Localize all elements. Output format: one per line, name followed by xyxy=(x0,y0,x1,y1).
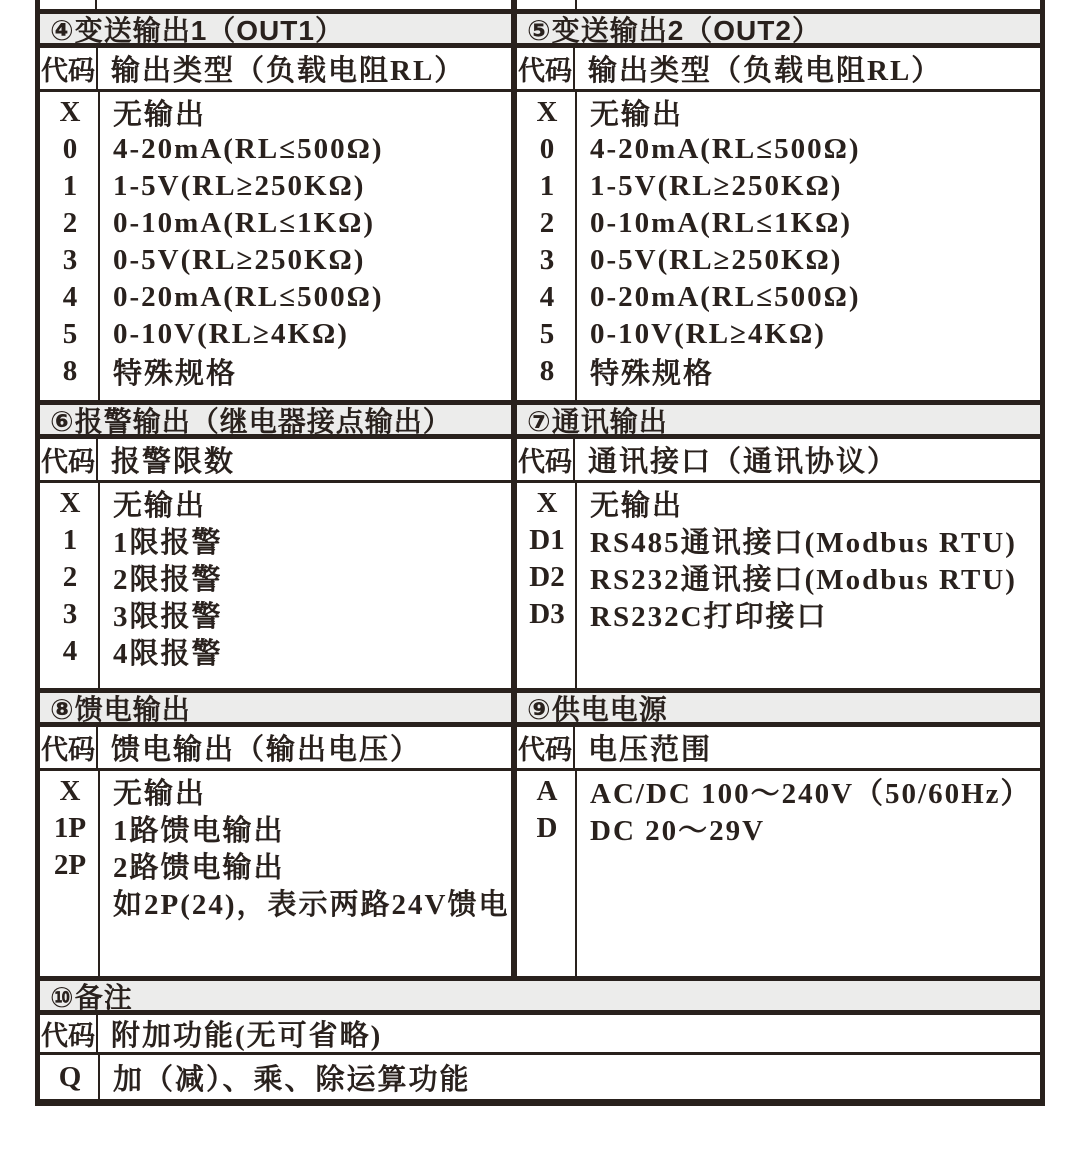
row-code: D1 xyxy=(529,524,565,556)
table-row xyxy=(40,131,511,168)
row-desc: 特殊规格 xyxy=(113,358,238,390)
table-row xyxy=(40,316,511,353)
row-code: 2P xyxy=(53,849,87,881)
row-desc: 无输出 xyxy=(590,490,684,522)
column-header-row xyxy=(40,439,511,483)
row-code: 3 xyxy=(539,244,555,276)
row-desc: 4-20mA(RL≤500Ω) xyxy=(590,133,861,165)
section-title: ⑥报警输出（继电器接点输出） xyxy=(40,405,511,439)
row-code: 2 xyxy=(62,207,78,239)
section-title: ④变送输出1（OUT1） xyxy=(40,14,511,48)
table-row xyxy=(517,279,1040,316)
rows-area xyxy=(517,483,1040,688)
table-row xyxy=(40,633,511,670)
row-desc: 0-10mA(RL≤1KΩ) xyxy=(113,207,376,239)
row-desc: 1-5V(RL≥250KΩ) xyxy=(113,170,366,202)
divider xyxy=(35,0,40,9)
column-header-row xyxy=(517,48,1040,92)
rows-area xyxy=(40,1055,1040,1099)
section-alarm-output xyxy=(40,400,511,688)
row-desc: 0-10V(RL≥4KΩ) xyxy=(590,318,826,350)
row-code: X xyxy=(59,96,81,128)
table-row xyxy=(40,353,511,390)
section-title: ⑨供电电源 xyxy=(517,693,1040,727)
table-row xyxy=(40,847,511,884)
desc-header-cell: 输出类型（负载电阻RL） xyxy=(111,55,466,87)
column-header-row xyxy=(40,1015,1040,1055)
code-header-cell: 代码 xyxy=(517,48,575,89)
row-desc: 特殊规格 xyxy=(590,358,715,390)
table-row xyxy=(40,94,511,131)
row-code: 1 xyxy=(62,524,78,556)
rows-area xyxy=(40,771,511,976)
table-row xyxy=(517,94,1040,131)
table-row xyxy=(40,522,511,559)
section-out1 xyxy=(40,14,511,400)
code-header-cell: 代码 xyxy=(517,439,575,480)
table-row xyxy=(517,559,1040,596)
row-desc: 无输出 xyxy=(113,99,207,131)
row-desc: 4-20mA(RL≤500Ω) xyxy=(113,133,384,165)
row-desc: RS485通讯接口(Modbus RTU) xyxy=(590,527,1017,559)
code-header-cell: 代码 xyxy=(40,1015,98,1052)
table-row xyxy=(40,1055,1040,1099)
code-header-cell: 代码 xyxy=(40,439,98,480)
table-row xyxy=(40,279,511,316)
table-row xyxy=(40,810,511,847)
table-row xyxy=(517,596,1040,633)
row-code: Q xyxy=(58,1060,82,1093)
section-title: ⑤变送输出2（OUT2） xyxy=(517,14,1040,48)
code-header-cell: 代码 xyxy=(40,727,98,768)
row-code: 1P xyxy=(53,812,87,844)
row-code: X xyxy=(59,775,81,807)
row-code: 2 xyxy=(62,561,78,593)
row-code: 0 xyxy=(62,133,78,165)
divider xyxy=(511,0,517,9)
column-header-row xyxy=(40,727,511,771)
row-desc: 1-5V(RL≥250KΩ) xyxy=(590,170,843,202)
desc-header-cell: 报警限数 xyxy=(111,446,236,478)
row-code: X xyxy=(536,487,558,519)
desc-header-cell: 馈电输出（输出电压） xyxy=(111,734,422,766)
row-code: 5 xyxy=(539,318,555,350)
column-header-row xyxy=(517,439,1040,483)
row-code: 8 xyxy=(62,355,78,387)
table-row xyxy=(40,596,511,633)
row-code: 5 xyxy=(62,318,78,350)
row-code: D xyxy=(536,812,558,844)
section-title: ⑩备注 xyxy=(40,981,1040,1015)
rows-area xyxy=(517,771,1040,976)
row-code: 3 xyxy=(62,244,78,276)
section-feed-output xyxy=(40,688,511,976)
row-code: 1 xyxy=(62,170,78,202)
desc-header-cell: 输出类型（负载电阻RL） xyxy=(588,55,943,87)
row-desc: 加（减）、乘、除运算功能 xyxy=(113,1063,471,1096)
table-row xyxy=(517,131,1040,168)
row-code: 4 xyxy=(62,281,78,313)
desc-header-cell: 通讯接口（通讯协议） xyxy=(588,446,899,478)
row-desc: 2限报警 xyxy=(113,564,223,596)
table-row xyxy=(517,485,1040,522)
row-code: D2 xyxy=(529,561,565,593)
desc-header-cell: 电压范围 xyxy=(588,734,713,766)
row-desc: 2路馈电输出 xyxy=(113,852,285,884)
section-out2 xyxy=(511,14,1040,400)
row-code: D3 xyxy=(529,598,565,630)
table-row xyxy=(40,884,511,921)
desc-header-cell: 附加功能(无可省略) xyxy=(111,1020,383,1052)
row-desc: 无输出 xyxy=(113,778,207,810)
row-desc: 0-20mA(RL≤500Ω) xyxy=(113,281,384,313)
column-header-row xyxy=(517,727,1040,771)
row-code: 0 xyxy=(539,133,555,165)
table-row xyxy=(40,205,511,242)
row-desc: 0-5V(RL≥250KΩ) xyxy=(113,244,366,276)
row-desc: 0-20mA(RL≤500Ω) xyxy=(590,281,861,313)
table-row xyxy=(40,559,511,596)
section-title: ⑦通讯输出 xyxy=(517,405,1040,439)
code-header-cell: 代码 xyxy=(40,48,98,89)
row-code: 4 xyxy=(539,281,555,313)
row-desc: AC/DC 100～240V（50/60Hz） xyxy=(590,778,1032,810)
column-header-row xyxy=(40,48,511,92)
divider xyxy=(1040,0,1045,9)
row-desc: 无输出 xyxy=(590,99,684,131)
row-desc: 如2P(24)，表示两路24V馈电 xyxy=(113,889,510,921)
table-row xyxy=(517,810,1040,847)
row-desc: DC 20～29V xyxy=(590,815,766,847)
rows-area xyxy=(40,483,511,688)
row-code: 3 xyxy=(62,598,78,630)
table-row xyxy=(517,773,1040,810)
row-desc: 0-10mA(RL≤1KΩ) xyxy=(590,207,853,239)
table-row xyxy=(517,353,1040,390)
table-row xyxy=(40,168,511,205)
table-row xyxy=(517,168,1040,205)
previous-table-cutoff xyxy=(35,0,1045,9)
row-code: 1 xyxy=(539,170,555,202)
divider xyxy=(95,0,97,9)
divider xyxy=(575,0,577,9)
section-title: ⑧馈电输出 xyxy=(40,693,511,727)
table-row xyxy=(517,522,1040,559)
row-desc: 1路馈电输出 xyxy=(113,815,285,847)
section-communication-output xyxy=(511,400,1040,688)
row-desc: 0-10V(RL≥4KΩ) xyxy=(113,318,349,350)
row-code: X xyxy=(59,487,81,519)
ordering-code-table xyxy=(35,9,1045,1106)
row-desc: 0-5V(RL≥250KΩ) xyxy=(590,244,843,276)
table-row xyxy=(40,242,511,279)
rows-area xyxy=(517,92,1040,400)
code-header-cell: 代码 xyxy=(517,727,575,768)
row-desc: 3限报警 xyxy=(113,601,223,633)
rows-area xyxy=(40,92,511,400)
row-code: X xyxy=(536,96,558,128)
row-code: 2 xyxy=(539,207,555,239)
row-desc: 无输出 xyxy=(113,490,207,522)
row-desc: RS232C打印接口 xyxy=(590,601,828,633)
section-power-supply xyxy=(511,688,1040,976)
row-desc: RS232通讯接口(Modbus RTU) xyxy=(590,564,1017,596)
table-row xyxy=(40,485,511,522)
table-row xyxy=(40,773,511,810)
row-code: A xyxy=(536,775,558,807)
row-desc: 4限报警 xyxy=(113,638,223,670)
table-row xyxy=(517,242,1040,279)
row-desc: 1限报警 xyxy=(113,527,223,559)
row-code: 4 xyxy=(62,635,78,667)
table-row xyxy=(517,316,1040,353)
section-remarks xyxy=(40,976,1040,1099)
row-code: 8 xyxy=(539,355,555,387)
table-row xyxy=(517,205,1040,242)
